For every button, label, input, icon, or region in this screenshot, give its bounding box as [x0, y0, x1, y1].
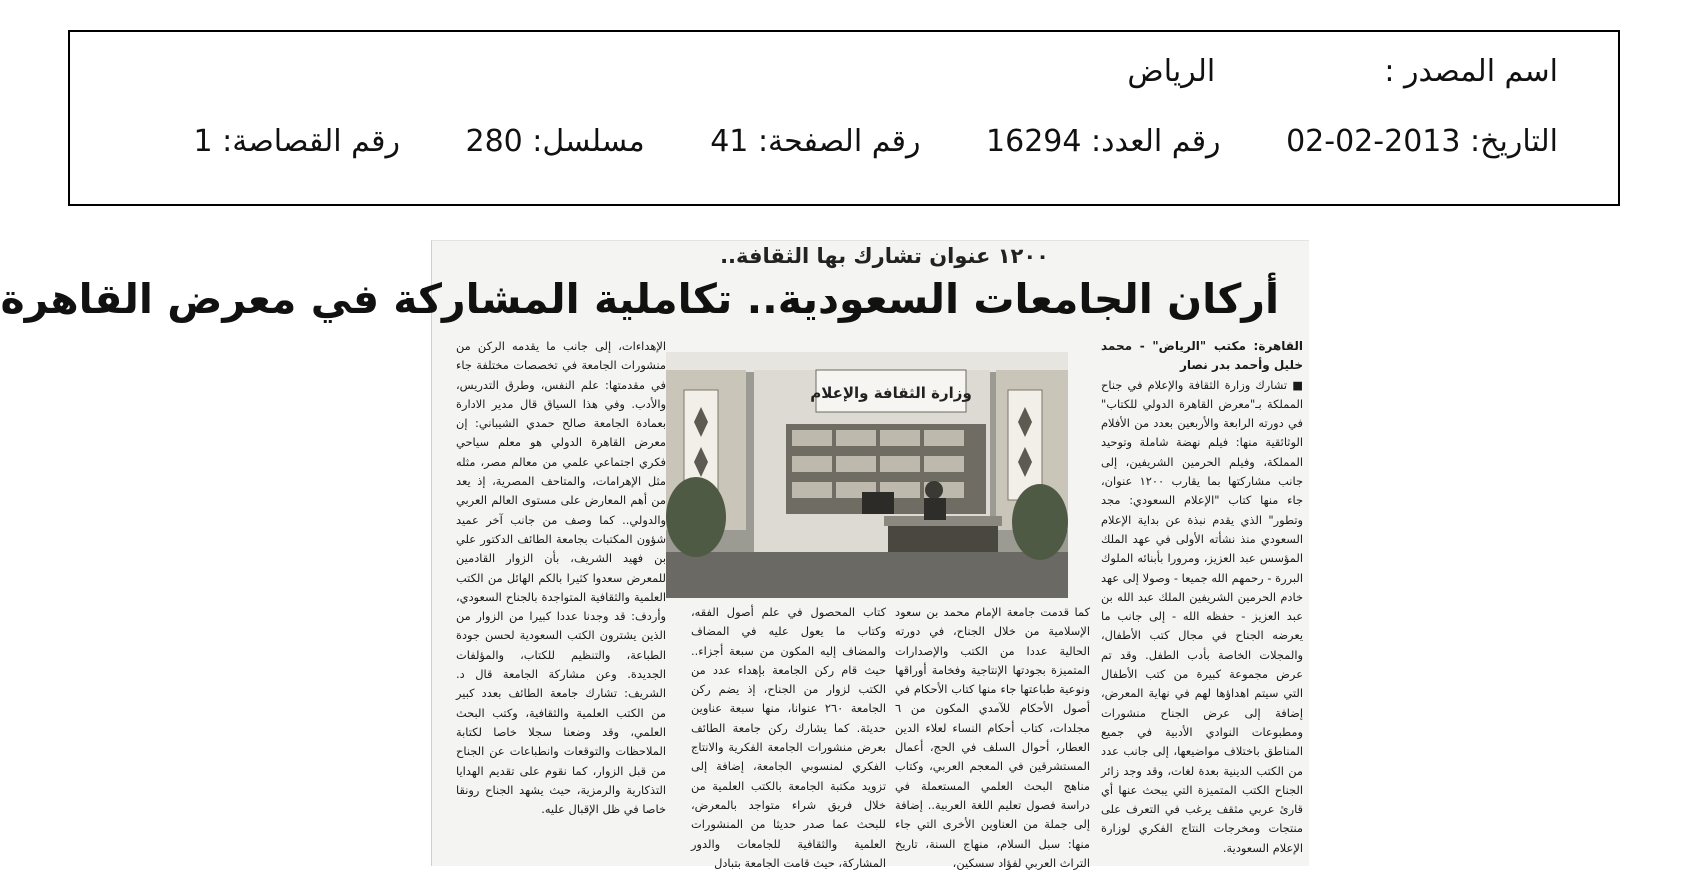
booth-photo-illustration	[666, 352, 1068, 598]
serial-label: مسلسل:	[532, 124, 645, 159]
serial-value: 280	[465, 124, 523, 159]
column-bottom-1: كما قدمت جامعة الإمام محمد بن سعود الإسلامية من خلال الجناح، في دورته الحالية عددا من الكتب والإصدارات المتميزة بجودتها الإنتاجية وفخامة أوراقها ونوعية طباعتها جاء منها كتاب الأحكام في أصول الأحكام للآمدي المكون من ٦ مجلدات، كتاب أحكام النساء لعلاء الدين العطار، أحوال السلف في الحج، أعمال المستشرقين في المعجم العربي، وكتاب مناهج البحث العلمي المستعملة في دراسة فصول تعليم اللغة العربية.. إضافة إلى جملة من العناوين الأخرى التي جاء منها: سبل السلام، منهاج السنة، تاريخ التراث العربي لفؤاد سسكين،	[895, 605, 1090, 870]
issue-label: رقم العدد:	[1091, 124, 1221, 159]
clip-value: 1	[193, 124, 213, 159]
column-bottom-2: كتاب المحصول في علم أصول الفقه، وكتاب ما يعول عليه في المضاف والمضاف إليه المكون من سبعة أجزاء.. حيث قام ركن الجامعة بإهداء عدد من الكتب لزوار من الجناح، إذ يضم ركن الجامعة ٢٦٠ عنوانا، منها سبعة عناوين حديثة. كما يشارك ركن جامعة الطائف بعرض منشورات الجامعة الفكرية والانتاج الفكري لمنسوبي الجامعة، إضافة إلى تزويد مكتبة الجامعة بالكتب العلمية من خلال فريق شراء متواجد بالمعرض، للبحث عما صدر حديثا من المنشورات العلمية والثقافية للجامعات والدور المشاركة، حيث قامت الجامعة بتبادل	[691, 605, 886, 870]
serial-field	[465, 124, 644, 159]
column-left: الإهداءات، إلى جانب ما يقدمه الركن من منشورات الجامعة في تخصصات مختلفة جاء في مقدمتها: علم النفس، وطرق التدريس، والأدب. وفي هذا السياق قال مدير الادارة بعمادة الجامعة صالح حمدي الشيباني: إن معرض القاهرة الدولي هو معلم سياحي فكري اجتماعي علمي من معالم مصر، مثله مثل الإهرامات، والمتاحف المصرية، إذ يعد من أهم المعارض على مستوى العالم العربي والدولي.. كما وصف من جانب آخر عميد شؤون المكتبات بجامعة الطائف الدكتور علي بن فهيد الشريف، بأن الزوار القادمين للمعرض سعدوا كثيرا بالكم الهائل من الكتب العلمية والثقافية المتواجدة بالجناح السعودي، وأردف: قد وجدنا عددا كبيرا من الزوار من الذين يشترون الكتب السعودية لحسن جودة الطباعة، والتنظيم للكتاب، والمؤلفات الجديدة. وعن مشاركة الجامعة قال د. الشريف: تشارك جامعة الطائف بعدد كبير من الكتب العلمية والثقافية، وكتب البحث العلمي، وقد وضعنا سجلا خاصا لكتابة الملاحظات والتوقعات وانطباعات عن الجناح من قبل الزوار، كما نقوم على تقديم الهدايا التذكارية والرمزية، حيث يشهد الجناح رونقا خاصا في ظل الإقبال عليه.	[456, 339, 666, 817]
issue-value: 16294	[986, 124, 1082, 159]
source-row	[1127, 54, 1558, 89]
booth-sign-text: وزارة الثقافة والإعلام	[810, 384, 972, 402]
page-value: 41	[710, 124, 749, 159]
page-label: رقم الصفحة:	[757, 124, 921, 159]
article-headline: أركان الجامعات السعودية.. تكاملية المشاركة في معرض القاهرة	[0, 275, 1279, 323]
article-kicker: ١٢٠٠ عنوان تشارك بها الثقافة..	[720, 244, 1049, 268]
article-byline: القاهرة: مكتب "الرياض" - محمد خليل وأحمد بدر نصار	[1101, 339, 1303, 373]
source-info-box	[68, 30, 1620, 206]
date-field	[1286, 124, 1558, 159]
meta-row	[193, 124, 1558, 159]
date-label: التاريخ:	[1470, 124, 1558, 159]
source-value: الرياض	[1127, 54, 1216, 89]
clip-field	[193, 124, 399, 159]
column-right	[1101, 337, 1303, 862]
column-right-text: ■ تشارك وزارة الثقافة والإعلام في جناح المملكة بـ"معرض القاهرة الدولي للكتاب" في دورته الرابعة والأربعين بعدد من الأفلام الوثائقية منها: فيلم نهضة شاملة وتوحيد المملكة، وفيلم الحرمين الشريفين، إلى جانب مشاركتها بما يقارب ١٢٠٠ عنوان، جاء منها كتاب "الإعلام السعودي: مجد وتطور" الذي يقدم نبذة عن بداية الإعلام السعودي منذ نشأته الأولى في عهد الملك المؤسس عبد العزيز، ومرورا بأبنائه الملوك البررة - رحمهم الله جميعا - وصولا إلى عهد خادم الحرمين الشريفين الملك عبد الله بن عبد العزيز - حفظه الله - إلى جانب ما يعرضه الجناح في مجال كتب الأطفال، والمجلات الخاصة بأدب الطفل. وقد تم عرض مجموعة كبيرة من كتب الأطفال التي سيتم اهداؤها لهم في نهاية المعرض، إضافة إلى عرض الجناح منشورات ومطبوعات النوادي الأدبية في جميع المناطق باختلاف مواضيعها، إلى جانب عدد من الكتب الدينية بعدة لغات، وقد وجد زائر الجناح الكتب المتميزة التي يبحث عنها أي قارئ عربي مثقف يرغب في التعرف على منتجات ومخرجات النتاج الفكري لوزارة الإعلام السعودية.	[1101, 377, 1303, 855]
source-label: اسم المصدر :	[1384, 54, 1558, 89]
issue-field	[986, 124, 1220, 159]
newspaper-clipping	[0, 240, 1309, 870]
date-value: 2013-02-02	[1286, 124, 1461, 159]
clip-label: رقم القصاصة:	[222, 124, 400, 159]
page-field	[710, 124, 920, 159]
exhibition-booth-photo	[666, 352, 1068, 598]
